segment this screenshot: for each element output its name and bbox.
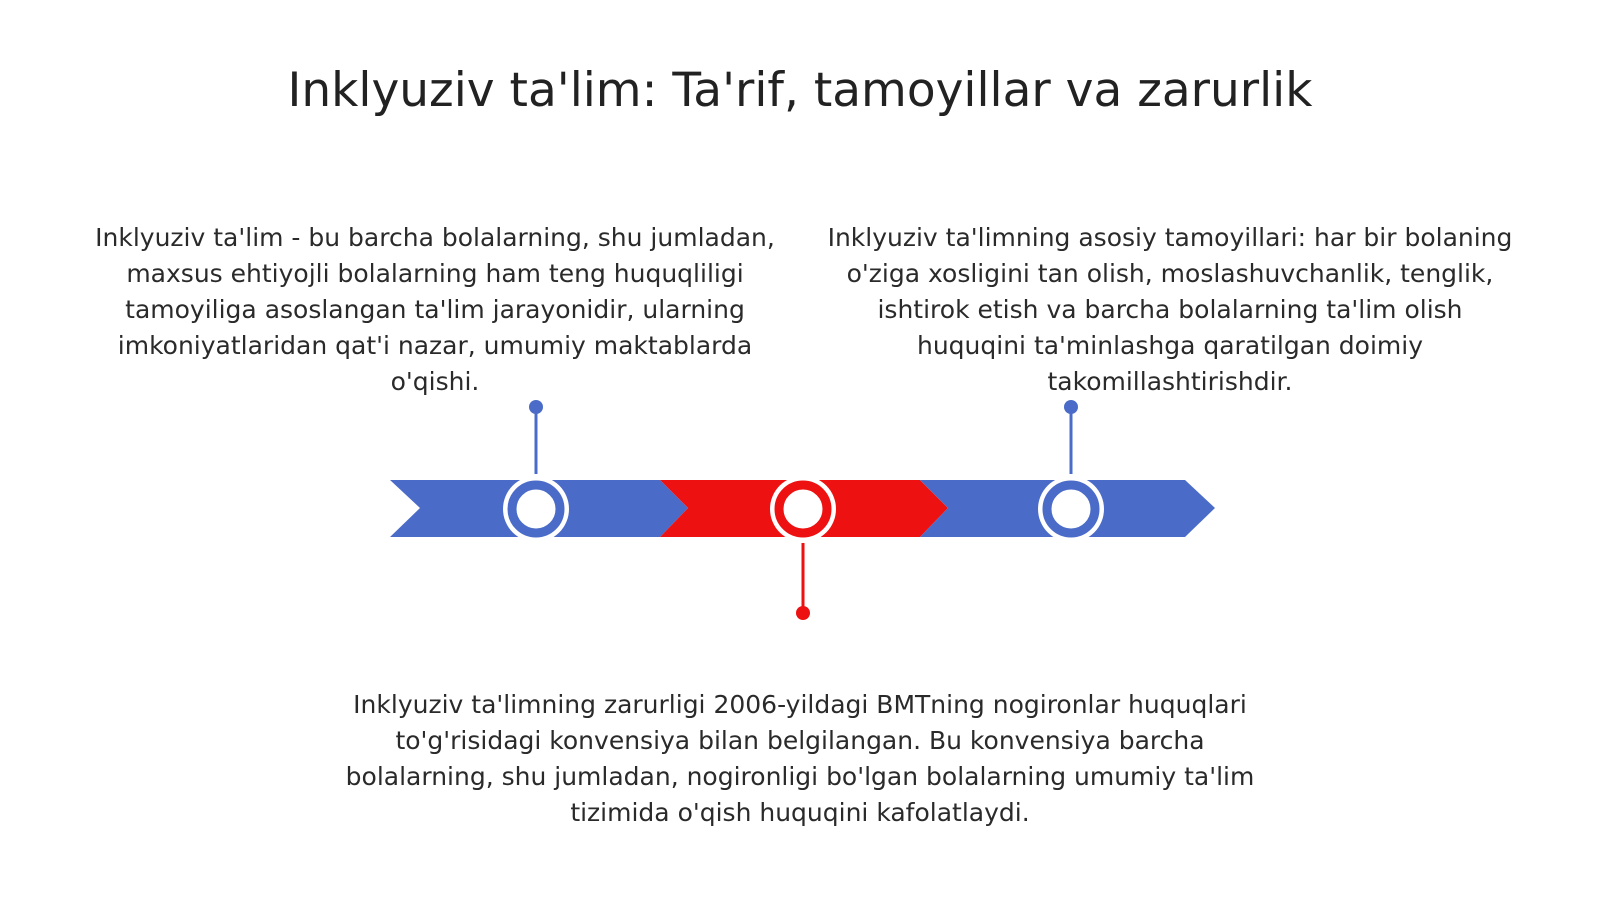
connector-dot-1 bbox=[529, 400, 543, 414]
milestone-ring-1 bbox=[512, 485, 560, 533]
connector-dot-3 bbox=[1064, 400, 1078, 414]
slide-title: Inklyuziv ta'lim: Ta'rif, tamoyillar va zarurlik bbox=[287, 63, 1313, 118]
milestone-ring-2 bbox=[779, 485, 827, 533]
connector-dot-2 bbox=[796, 606, 810, 620]
milestone-ring-3 bbox=[1047, 485, 1095, 533]
milestone-text-principles: Inklyuziv ta'limning asosiy tamoyillari: har bir bolaning o'ziga xosligini tan olish, moslashuvchanlik, tenglik, ishtirok etish va barcha bolalarning ta'lim olish huquqini ta'minlashga qaratilgan doimiy takomillashtirishdir. bbox=[827, 223, 1513, 396]
milestone-text-necessity: Inklyuziv ta'limning zarurligi 2006-yildagi BMTning nogironlar huquqlari to'g'risidagi konvensiya bilan belgilangan. Bu konvensiya barcha bolalarning, shu jumladan, nogironligi bo'lgan bolalarning umumiy ta'lim tizimida o'qish huquqini kafolatlaydi. bbox=[345, 690, 1255, 827]
milestone-text-definition: Inklyuziv ta'lim - bu barcha bolalarning, shu jumladan, maxsus ehtiyojli bolalarning ham teng huquqliligi tamoyiliga asoslangan ta'lim jarayonidir, ularning imkoniyatlaridan qat'i nazar, umumiy maktablarda o'qishi. bbox=[95, 223, 775, 396]
